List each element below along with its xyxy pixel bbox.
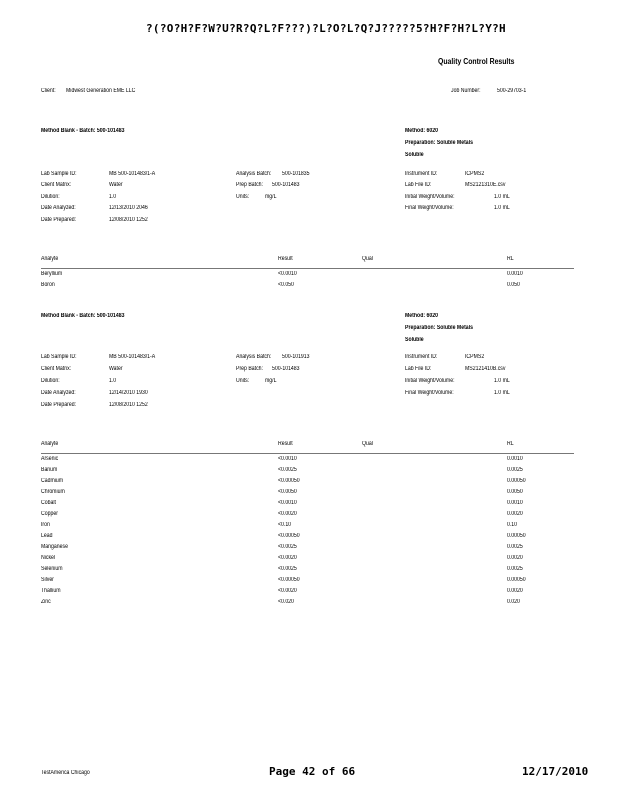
units-value: mg/L — [265, 378, 277, 384]
table-row — [41, 577, 581, 586]
dilution-label: Dilution: — [41, 194, 60, 200]
client-matrix-label: Client Matrix: — [41, 366, 72, 372]
instrument-id-value: ICPMS2 — [465, 354, 485, 360]
lab-sample-id-value: MB 500-101483/1-A — [109, 354, 156, 360]
analyte-name: Barium — [41, 467, 58, 473]
method-label: Method: 6020 — [405, 313, 438, 319]
analyte-name: Chromium — [41, 489, 65, 495]
rl-value: 0.0025 — [507, 544, 523, 550]
prep-batch-value: 500-101483 — [272, 182, 300, 188]
result-value: <0.0010 — [278, 271, 297, 277]
rl-value: 0.0010 — [507, 500, 523, 506]
client-value: Midwest Generation EME LLC — [66, 88, 136, 94]
instrument-id-label: Instrument ID: — [405, 354, 438, 360]
page-number: Page 42 of 66 — [269, 765, 356, 778]
table-row — [41, 271, 581, 280]
table-row — [41, 544, 581, 553]
analyte-name: Silver — [41, 577, 54, 583]
table-row — [41, 588, 581, 597]
table-row — [41, 489, 581, 498]
preparation-label: Preparation: Soluble Metals — [405, 140, 473, 146]
report-title: Quality Control Results — [438, 57, 515, 66]
analyte-name: Cadmium — [41, 478, 64, 484]
garbled-header-line: ?(?O?H?F?W?U?R?Q?L?F???)?L?O?L?Q?J?????5?H?F?H?L?Y?H — [146, 22, 506, 35]
result-value: <0.0050 — [278, 489, 297, 495]
method-label: Method: 6020 — [405, 128, 438, 134]
final-volume-label: Final Weight/Volume: — [405, 205, 454, 211]
rl-value: 0.0010 — [507, 271, 523, 277]
date-prepared-value: 12/08/2010 1252 — [109, 217, 148, 223]
rl-value: 0.0050 — [507, 489, 523, 495]
units-value: mg/L — [265, 194, 277, 200]
rl-value: 0.0010 — [507, 456, 523, 462]
client-matrix-value: Water — [109, 366, 123, 372]
analyte-name: Iron — [41, 522, 50, 528]
final-volume-value: 1.0 mL — [494, 205, 510, 211]
column-header-result: Result — [278, 441, 293, 447]
table-row — [41, 467, 581, 476]
analysis-batch-value: 500-101913 — [282, 354, 310, 360]
table-row — [41, 566, 581, 575]
rl-value: 0.00050 — [507, 533, 526, 539]
instrument-id-label: Instrument ID: — [405, 171, 438, 177]
final-volume-value: 1.0 mL — [494, 390, 510, 396]
table-row — [41, 599, 581, 608]
result-value: <0.0010 — [278, 456, 297, 462]
column-header-qual: Qual — [362, 256, 373, 262]
preparation-label: Preparation: Soluble Metals — [405, 325, 473, 331]
column-header-result: Result — [278, 256, 293, 262]
table-row — [41, 533, 581, 542]
rl-value: 0.050 — [507, 282, 520, 288]
table-row — [41, 478, 581, 487]
lab-sample-id-label: Lab Sample ID: — [41, 171, 77, 177]
date-analyzed-label: Date Analyzed: — [41, 205, 76, 211]
preparation-continued: Soluble — [405, 337, 424, 343]
result-value: <0.050 — [278, 282, 294, 288]
rl-value: 0.0025 — [507, 467, 523, 473]
analyte-name: Lead — [41, 533, 53, 539]
analysis-batch-label: Analysis Batch: — [236, 171, 272, 177]
initial-volume-value: 1.0 mL — [494, 378, 510, 384]
rl-value: 0.0020 — [507, 555, 523, 561]
client-matrix-value: Water — [109, 182, 123, 188]
lab-file-id-value: MS2121410B.csv — [465, 366, 506, 372]
block-title: Method Blank - Batch: 500-101483 — [41, 313, 125, 319]
table-row — [41, 500, 581, 509]
analyte-name: Cobalt — [41, 500, 56, 506]
dilution-label: Dilution: — [41, 378, 60, 384]
table-row — [41, 522, 581, 531]
lab-file-id-value: MS2121310E.csv — [465, 182, 506, 188]
result-value: <0.0010 — [278, 500, 297, 506]
analyte-name: Nickel — [41, 555, 56, 561]
column-header-rl: RL — [507, 256, 514, 262]
result-value: <0.0025 — [278, 544, 297, 550]
rl-value: 0.0020 — [507, 511, 523, 517]
units-label: Units: — [236, 378, 250, 384]
table-header-divider — [41, 453, 574, 454]
column-header-analyte: Analyte — [41, 441, 59, 447]
table-row — [41, 555, 581, 564]
table-row — [41, 456, 581, 465]
table-row — [41, 282, 581, 291]
table-row — [41, 511, 581, 520]
column-header-qual: Qual — [362, 441, 373, 447]
rl-value: 0.10 — [507, 522, 518, 528]
analysis-batch-value: 500-101835 — [282, 171, 310, 177]
analyte-name: Arsenic — [41, 456, 59, 462]
analyte-name: Thallium — [41, 588, 61, 594]
client-matrix-label: Client Matrix: — [41, 182, 72, 188]
column-header-rl: RL — [507, 441, 514, 447]
dilution-value: 1.0 — [109, 194, 117, 200]
rl-value: 0.0020 — [507, 588, 523, 594]
result-value: <0.00050 — [278, 478, 300, 484]
date-analyzed-label: Date Analyzed: — [41, 390, 76, 396]
job-number-label: Job Number: — [451, 88, 481, 94]
preparation-continued: Soluble — [405, 152, 424, 158]
dilution-value: 1.0 — [109, 378, 117, 384]
analyte-name: Zinc — [41, 599, 51, 605]
initial-volume-label: Initial Weight/Volume: — [405, 194, 455, 200]
result-value: <0.0025 — [278, 566, 297, 572]
result-value: <0.0020 — [278, 555, 297, 561]
result-value: <0.0025 — [278, 467, 297, 473]
report-date: 12/17/2010 — [522, 765, 589, 778]
block-title: Method Blank - Batch: 500-101483 — [41, 128, 125, 134]
date-analyzed-value: 12/14/2010 1930 — [109, 390, 148, 396]
lab-sample-id-value: MB 500-101483/1-A — [109, 171, 156, 177]
result-value: <0.020 — [278, 599, 294, 605]
rl-value: 0.0025 — [507, 566, 523, 572]
lab-file-id-label: Lab File ID: — [405, 366, 432, 372]
rl-value: 0.020 — [507, 599, 520, 605]
prep-batch-label: Prep Batch: — [236, 182, 263, 188]
job-number-value: 500-29703-1 — [497, 88, 527, 94]
analyte-name: Beryllium — [41, 271, 63, 277]
analyte-name: Selenium — [41, 566, 63, 572]
units-label: Units: — [236, 194, 250, 200]
prep-batch-value: 500-101483 — [272, 366, 300, 372]
analyte-name: Boron — [41, 282, 55, 288]
prep-batch-label: Prep Batch: — [236, 366, 263, 372]
date-prepared-value: 12/08/2010 1252 — [109, 402, 148, 408]
initial-volume-label: Initial Weight/Volume: — [405, 378, 455, 384]
lab-name-footer: TestAmerica Chicago — [41, 770, 90, 776]
instrument-id-value: ICPMS2 — [465, 171, 485, 177]
rl-value: 0.00050 — [507, 478, 526, 484]
analyte-name: Manganese — [41, 544, 68, 550]
result-value: <0.00050 — [278, 577, 300, 583]
date-prepared-label: Date Prepared: — [41, 402, 77, 408]
lab-sample-id-label: Lab Sample ID: — [41, 354, 77, 360]
result-value: <0.00050 — [278, 533, 300, 539]
final-volume-label: Final Weight/Volume: — [405, 390, 454, 396]
result-value: <0.10 — [278, 522, 292, 528]
lab-file-id-label: Lab File ID: — [405, 182, 432, 188]
result-value: <0.0020 — [278, 588, 297, 594]
date-analyzed-value: 12/13/2010 2046 — [109, 205, 148, 211]
rl-value: 0.00050 — [507, 577, 526, 583]
analyte-name: Copper — [41, 511, 58, 517]
analysis-batch-label: Analysis Batch: — [236, 354, 272, 360]
table-header-divider — [41, 268, 574, 269]
initial-volume-value: 1.0 mL — [494, 194, 510, 200]
result-value: <0.0020 — [278, 511, 297, 517]
client-label: Client: — [41, 88, 56, 94]
date-prepared-label: Date Prepared: — [41, 217, 77, 223]
column-header-analyte: Analyte — [41, 256, 59, 262]
